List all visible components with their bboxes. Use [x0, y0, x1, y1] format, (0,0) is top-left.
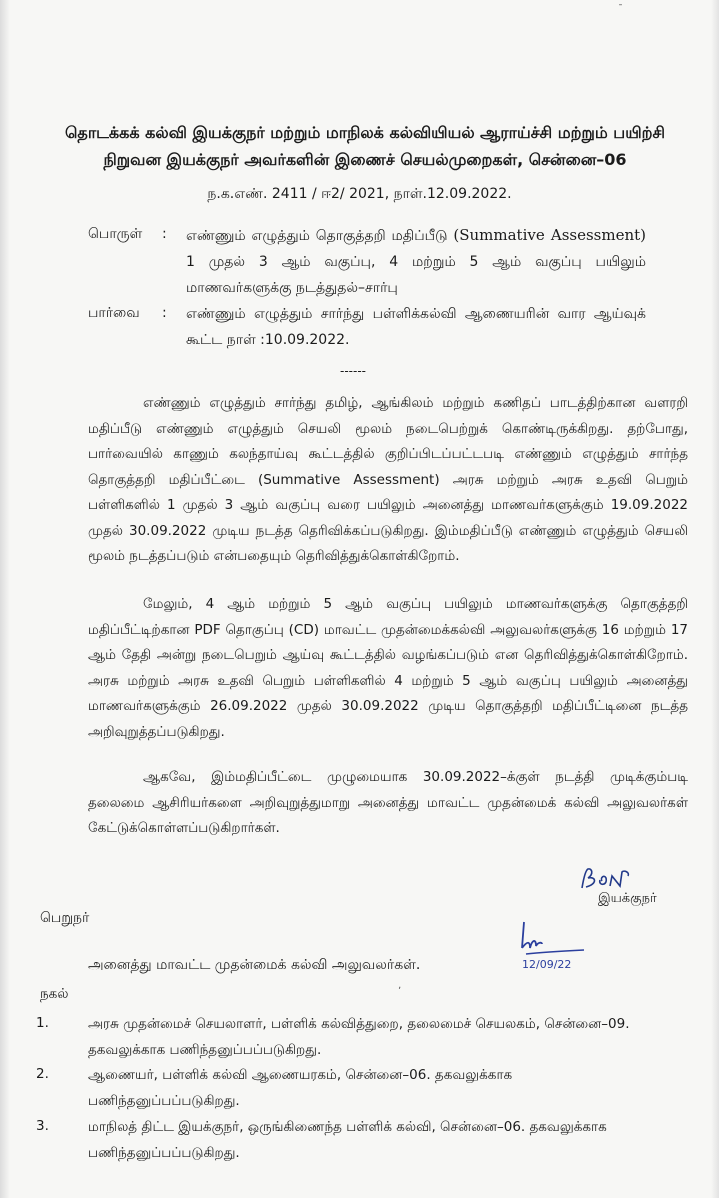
scan-shadow-left [0, 0, 10, 1198]
reference-number: ந.க.எண். 2411 / ஈ2/ 2021, நாள்.12.09.2022. [207, 186, 512, 202]
subject-text-part-a: எண்ணும் எழுத்தும் தொகுத்தறி மதிப்பீடு [186, 228, 454, 244]
copy-number: 3. [36, 1118, 49, 1134]
body-paragraph-2 [88, 592, 688, 745]
view-colon: : [162, 305, 167, 321]
recipient-label: பெறுநர் [40, 910, 90, 926]
subject-text [186, 222, 646, 301]
initials-date: 12/09/22 [522, 958, 572, 971]
copy-number: 2. [36, 1066, 49, 1082]
signatory-title: இயக்குநர் [598, 891, 657, 906]
header-line-1: தொடக்கக் கல்வி இயக்குநர் மற்றும் மாநிலக் கல்வியியல் ஆராய்ச்சி மற்றும் பயிற்சி [64, 123, 666, 142]
copy-item-1: அரசு முதன்மைச் செயலாளர், பள்ளிக் கல்வித்துறை, தலைமைச் செயலகம், சென்னை–09. தகவலுக்காக பணிந்தனுப்பப்படுகிறது. [88, 1016, 630, 1058]
subject-colon: : [162, 226, 167, 242]
paragraph-text: ஆகவே, இம்மதிப்பீட்டை முழுமையாக 30.09.2022–க்குள் நடத்தி முடிக்கும்படி தலைமை ஆசிரியர்களை அறிவுறுத்துமாறு அனைத்து மாவட்ட முதன்மைக் கல்வி அலுவலர்கள் கேட்டுக்கொள்ளப்படுகிறார்கள். [88, 769, 688, 836]
copy-label: நகல் [40, 986, 69, 1002]
initials-mark [518, 918, 590, 972]
body-paragraph-1 [88, 391, 688, 570]
copy-number: 1. [36, 1015, 49, 1031]
copy-item-3: மாநிலத் திட்ட இயக்குநர், ஒருங்கிணைந்த பள்ளிக் கல்வி, சென்னை–06. தகவலுக்காக பணிந்தனுப்பப்படுகிறது. [88, 1119, 607, 1161]
header-line-2: நிறுவன இயக்குநர் அவர்களின் இணைச் செயல்முறைகள், சென்னை–06 [103, 150, 627, 169]
subject-label: பொருள் [88, 226, 143, 242]
subject-text-english: (Summative Assessment) [453, 226, 647, 244]
scan-shadow-right [711, 0, 719, 1198]
copy-item-2: ஆணையர், பள்ளிக் கல்வி ஆணையரகம், சென்னை–06. தகவலுக்காக பணிந்தனுப்பப்படுகிறது. [88, 1067, 513, 1109]
paragraph-text: எண்ணும் எழுத்தும் சார்ந்து தமிழ், ஆங்கிலம் மற்றும் கணிதப் பாடத்திற்கான வளரறி மதிப்பீடு எண்ணும் எழுத்தும் செயலி மூலம் நடைபெற்றுக் கொண்டிருக்கிறது. தற்போது, பார்வையில் காணும் கலந்தாய்வு கூட்டத்தில் குறிப்பிடப்பட்டபடி எண்ணும் எழுத்தும் சார்ந்த தொகுத்தறி மதிப்பீட்டை (Summative Assessment) அரசு மற்றும் அரசு உதவி பெறும் பள்ளிகளில் 1 முதல் 3 ஆம் வகுப்பு வரை பயிலும் அனைத்து மாணவர்களுக்கும் 19.09.2022 முதல் 30.09.2022 முடிய நடத்த தெரிவிக்கப்படுகிறது. இம்மதிப்பீடு எண்ணும் எழுத்தும் செயலி மூலம் நடத்தப்படும் என்பதையும் தெரிவித்துக்கொள்கிறோம். [88, 395, 688, 564]
view-label: பார்வை [88, 305, 140, 321]
subject-text-part-b: 1 முதல் 3 ஆம் வகுப்பு, 4 மற்றும் 5 ஆம் வகுப்பு பயிலும் மாணவர்களுக்கு நடத்துதல்–சார்பு [186, 254, 646, 296]
view-text: எண்ணும் எழுத்தும் சார்ந்து பள்ளிக்கல்வி ஆணையரின் வார ஆய்வுக் கூட்ட நாள் :10.09.2022. [186, 306, 646, 348]
scan-speck: ʼ [398, 986, 402, 997]
separator: ------ [340, 364, 366, 378]
signature-scribble [578, 866, 634, 892]
recipient-text: அனைத்து மாவட்ட முதன்மைக் கல்வி அலுவலர்கள். [88, 957, 421, 973]
body-paragraph-3 [88, 765, 688, 842]
paragraph-text: மேலும், 4 ஆம் மற்றும் 5 ஆம் வகுப்பு பயிலும் மாணவர்களுக்கு தொகுத்தறி மதிப்பீட்டிற்கான PDF தொகுப்பு (CD) மாவட்ட முதன்மைக்கல்வி அலுவலர்களுக்கு 16 மற்றும் 17 ஆம் தேதி அன்று நடைபெறும் ஆய்வு கூட்டத்தில் வழங்கப்படும் என தெரிவித்துக்கொள்கிறோம். அரசு மற்றும் அரசு உதவி பெறும் பள்ளிகளில் 4 மற்றும் 5 ஆம் வகுப்பு பயிலும் அனைத்து மாணவர்களுக்கும் 26.09.2022 முதல் 30.09.2022 முடிய தொகுத்தறி மதிப்பீட்டினை நடத்த அறிவுறுத்தப்படுகிறது. [88, 596, 688, 740]
scan-speck: ˉ [618, 4, 623, 15]
